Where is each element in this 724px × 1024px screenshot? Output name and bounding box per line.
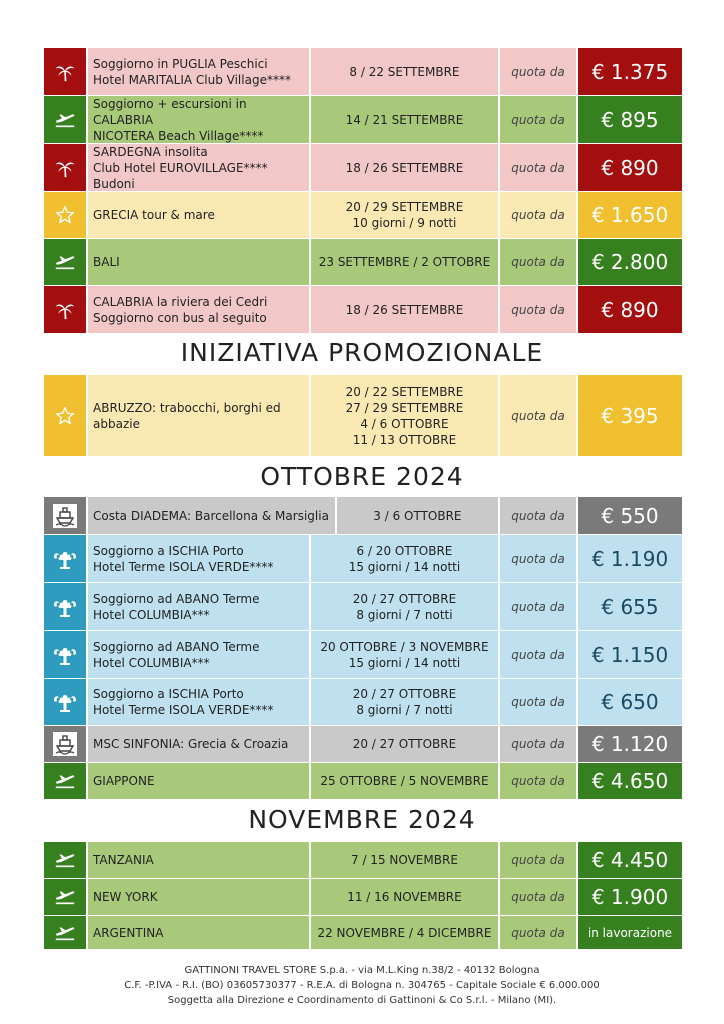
trip-title [88, 679, 311, 725]
trip-title-line: Hotel Terme ISOLA VERDE**** [93, 703, 274, 717]
trip-type-icon-cell [44, 144, 88, 191]
trip-date-line: 6 / 20 OTTOBRE [356, 543, 453, 558]
trip-price: € 890 [578, 286, 682, 333]
trip-title [88, 96, 311, 143]
trip-price: € 1.375 [578, 48, 682, 95]
spa-icon [52, 691, 78, 713]
trip-type-icon-cell [44, 286, 88, 333]
trip-title-line: Club Hotel EUROVILLAGE**** Budoni [93, 160, 268, 191]
footer-line: C.F. -P.IVA - R.I. (BO) 03605730377 - R.E.A. di Bologna n. 304765 - Capitale Sociale € 6.000.000 [124, 980, 600, 991]
trip-title [88, 631, 311, 678]
trip-dates [311, 916, 500, 949]
trip-date-line: 18 / 26 SETTEMBRE [345, 302, 464, 317]
trip-row [44, 286, 682, 333]
spa-icon [52, 548, 78, 570]
quota-label: quota da [500, 96, 578, 143]
trip-date-line: 4 / 6 OTTOBRE [360, 416, 449, 431]
trip-date-line: 20 / 27 OTTOBRE [352, 737, 457, 751]
footer-line: GATTINONI TRAVEL STORE S.p.a. - via M.L.King n.38/2 - 40132 Bologna [184, 965, 540, 976]
trip-type-icon-cell [44, 497, 88, 534]
trip-row [44, 916, 682, 949]
trip-title-line: Soggiorno ad ABANO Terme [93, 639, 260, 654]
trip-type-icon-cell [44, 916, 88, 949]
quota-label: quota da [500, 916, 578, 949]
trip-title-line: Soggiorno a ISCHIA Porto [93, 687, 244, 701]
trip-row [44, 144, 682, 191]
trip-row [44, 192, 682, 238]
trip-title-line: Soggiorno ad ABANO Terme [93, 591, 260, 606]
spa-icon [52, 596, 78, 618]
plane-icon [54, 770, 76, 792]
trip-date-line: 25 OTTOBRE / 5 NOVEMBRE [320, 774, 489, 788]
trip-title [88, 535, 311, 582]
trip-title-line: NEW YORK [93, 890, 158, 904]
trip-title [88, 879, 311, 915]
quota-label: quota da [500, 535, 578, 582]
trip-type-icon-cell [44, 726, 88, 762]
star-icon [55, 406, 75, 426]
trip-title-line: CALABRIA la riviera dei Cedri [93, 294, 268, 309]
plane-icon [54, 109, 76, 131]
trip-type-icon-cell [44, 48, 88, 95]
section-title-ottobre: OTTOBRE 2024 [260, 462, 464, 491]
trip-date-line: 20 / 27 OTTOBRE [352, 591, 457, 606]
trip-date-line: 8 / 22 SETTEMBRE [349, 64, 460, 79]
trip-date-line: 20 OTTOBRE / 3 NOVEMBRE [320, 639, 489, 654]
trip-dates [311, 583, 500, 630]
trip-dates [311, 842, 500, 878]
trip-title [88, 842, 311, 878]
trip-date-line: 22 NOVEMBRE / 4 DICEMBRE [317, 925, 492, 940]
trip-dates [311, 286, 500, 333]
trip-title-line: Hotel COLUMBIA*** [93, 655, 210, 670]
trip-dates [311, 96, 500, 143]
trip-type-icon-cell [44, 879, 88, 915]
trip-title [88, 239, 311, 285]
trip-type-icon-cell [44, 535, 88, 582]
trip-type-icon-cell [44, 679, 88, 725]
quota-label: quota da [500, 842, 578, 878]
trip-type-icon-cell [44, 842, 88, 878]
trip-dates [337, 497, 500, 534]
trip-type-icon-cell [44, 763, 88, 799]
trip-price: € 1.120 [578, 726, 682, 762]
trip-title [88, 144, 311, 191]
trip-title-line: Soggiorno + escursioni in CALABRIA [93, 96, 247, 127]
plane-icon [54, 849, 76, 871]
quota-label: quota da [500, 726, 578, 762]
trip-date-line: 18 / 26 SETTEMBRE [345, 160, 464, 175]
trip-type-icon-cell [44, 239, 88, 285]
trip-title [88, 583, 311, 630]
trip-date-line: 15 giorni / 14 notti [348, 655, 461, 670]
palm-icon [54, 299, 76, 321]
trip-title [88, 192, 311, 238]
trip-title [88, 763, 311, 799]
trip-title-line: NICOTERA Beach Village**** [93, 128, 264, 143]
trip-price: € 395 [578, 375, 682, 456]
trip-date-line: 27 / 29 SETTEMBRE [345, 400, 464, 415]
trip-date-line: 11 / 16 NOVEMBRE [347, 890, 462, 904]
trip-row [44, 535, 682, 582]
trip-row [44, 48, 682, 95]
trip-title [88, 916, 311, 949]
plane-icon [54, 251, 76, 273]
trip-price: € 655 [578, 583, 682, 630]
trip-price: € 1.650 [578, 192, 682, 238]
trip-dates [311, 144, 500, 191]
trip-row [44, 631, 682, 678]
trip-dates [311, 239, 500, 285]
trip-date-line: 20 / 29 SETTEMBRE [345, 200, 464, 214]
trip-type-icon-cell [44, 631, 88, 678]
trip-row [44, 583, 682, 630]
section-title-promo: INIZIATIVA PROMOZIONALE [180, 338, 544, 367]
trip-price: € 1.150 [578, 631, 682, 678]
trip-date-line: 8 giorni / 7 notti [356, 607, 453, 622]
trip-title-line: Soggiorno in PUGLIA Peschici [93, 56, 268, 71]
quota-label: quota da [500, 192, 578, 238]
trip-row [44, 375, 682, 456]
trip-row [44, 842, 682, 878]
quota-label: quota da [500, 497, 578, 534]
trip-price: € 2.800 [578, 239, 682, 285]
trip-dates [311, 726, 500, 762]
palm-icon [54, 157, 76, 179]
footer-line: Soggetta alla Direzione e Coordinamento di Gattinoni & Co S.r.l. - Milano (MI). [167, 995, 557, 1006]
trip-row [44, 763, 682, 799]
trip-title-line: SARDEGNA insolita [93, 144, 208, 159]
trip-price: in lavorazione [578, 916, 682, 949]
trip-title [88, 497, 337, 534]
trip-title-line: Hotel Terme ISOLA VERDE**** [93, 559, 274, 574]
trip-price: € 890 [578, 144, 682, 191]
trip-price: € 1.900 [578, 879, 682, 915]
quota-label: quota da [500, 679, 578, 725]
trip-dates [311, 48, 500, 95]
trip-row [44, 679, 682, 725]
trip-type-icon-cell [44, 583, 88, 630]
trip-dates [311, 679, 500, 725]
quota-label: quota da [500, 48, 578, 95]
trip-date-line: 8 giorni / 7 notti [356, 703, 453, 717]
trip-dates [311, 631, 500, 678]
trip-title-line: BALI [93, 255, 120, 269]
trip-date-line: 3 / 6 OTTOBRE [373, 508, 462, 523]
trip-title-line: Soggiorno con bus al seguito [93, 310, 267, 325]
trip-title-line: Soggiorno a ISCHIA Porto [93, 543, 244, 558]
trip-title [88, 375, 311, 456]
trip-dates [311, 535, 500, 582]
spa-icon [52, 644, 78, 666]
trip-title-line: ARGENTINA [93, 925, 164, 940]
trip-date-line: 15 giorni / 14 notti [348, 559, 461, 574]
trip-price: € 650 [578, 679, 682, 725]
quota-label: quota da [500, 239, 578, 285]
trip-date-line: 14 / 21 SETTEMBRE [345, 112, 464, 127]
plane-icon [54, 886, 76, 908]
footer [0, 963, 724, 1008]
quota-label: quota da [500, 144, 578, 191]
trip-row [44, 96, 682, 143]
trip-dates [311, 192, 500, 238]
trip-date-line: 23 SETTEMBRE / 2 OTTOBRE [318, 255, 491, 269]
palm-icon [54, 61, 76, 83]
trip-title-line: ABRUZZO: trabocchi, borghi ed abbazie [93, 400, 281, 431]
trip-date-line: 20 / 27 OTTOBRE [352, 687, 457, 701]
trip-date-line: 20 / 22 SETTEMBRE [345, 384, 464, 399]
ship-icon [52, 503, 78, 529]
quota-label: quota da [500, 631, 578, 678]
quota-label: quota da [500, 879, 578, 915]
trip-title-line: GIAPPONE [93, 774, 155, 788]
trip-dates [311, 879, 500, 915]
trip-title-line: MSC SINFONIA: Grecia & Croazia [93, 737, 289, 751]
plane-icon [54, 922, 76, 944]
trip-title-line: GRECIA tour & mare [93, 208, 215, 222]
trip-title-line: Costa DIADEMA: Barcellona & Marsiglia [93, 508, 329, 523]
trip-type-icon-cell [44, 192, 88, 238]
trip-price: € 4.650 [578, 763, 682, 799]
trip-dates [311, 763, 500, 799]
trip-date-line: 11 / 13 OTTOBRE [352, 432, 457, 447]
trip-title-line: TANZANIA [93, 853, 154, 867]
trip-row [44, 239, 682, 285]
trip-price: € 895 [578, 96, 682, 143]
trip-title [88, 48, 311, 95]
trip-price: € 1.190 [578, 535, 682, 582]
trip-price: € 4.450 [578, 842, 682, 878]
trip-date-line: 7 / 15 NOVEMBRE [351, 853, 458, 867]
trip-date-line: 10 giorni / 9 notti [352, 216, 457, 230]
section-title-novembre: NOVEMBRE 2024 [248, 805, 476, 834]
quota-label: quota da [500, 286, 578, 333]
star-icon [55, 205, 75, 225]
trip-row [44, 726, 682, 762]
trip-type-icon-cell [44, 96, 88, 143]
trip-type-icon-cell [44, 375, 88, 456]
trip-dates [311, 375, 500, 456]
trip-title [88, 726, 311, 762]
quota-label: quota da [500, 583, 578, 630]
trip-title-line: Hotel MARITALIA Club Village**** [93, 72, 291, 87]
ship-icon [52, 731, 78, 757]
trip-row [44, 879, 682, 915]
trip-title-line: Hotel COLUMBIA*** [93, 607, 210, 622]
trip-title [88, 286, 311, 333]
trip-price: € 550 [578, 497, 682, 534]
trip-row [44, 497, 682, 534]
quota-label: quota da [500, 763, 578, 799]
quota-label: quota da [500, 375, 578, 456]
